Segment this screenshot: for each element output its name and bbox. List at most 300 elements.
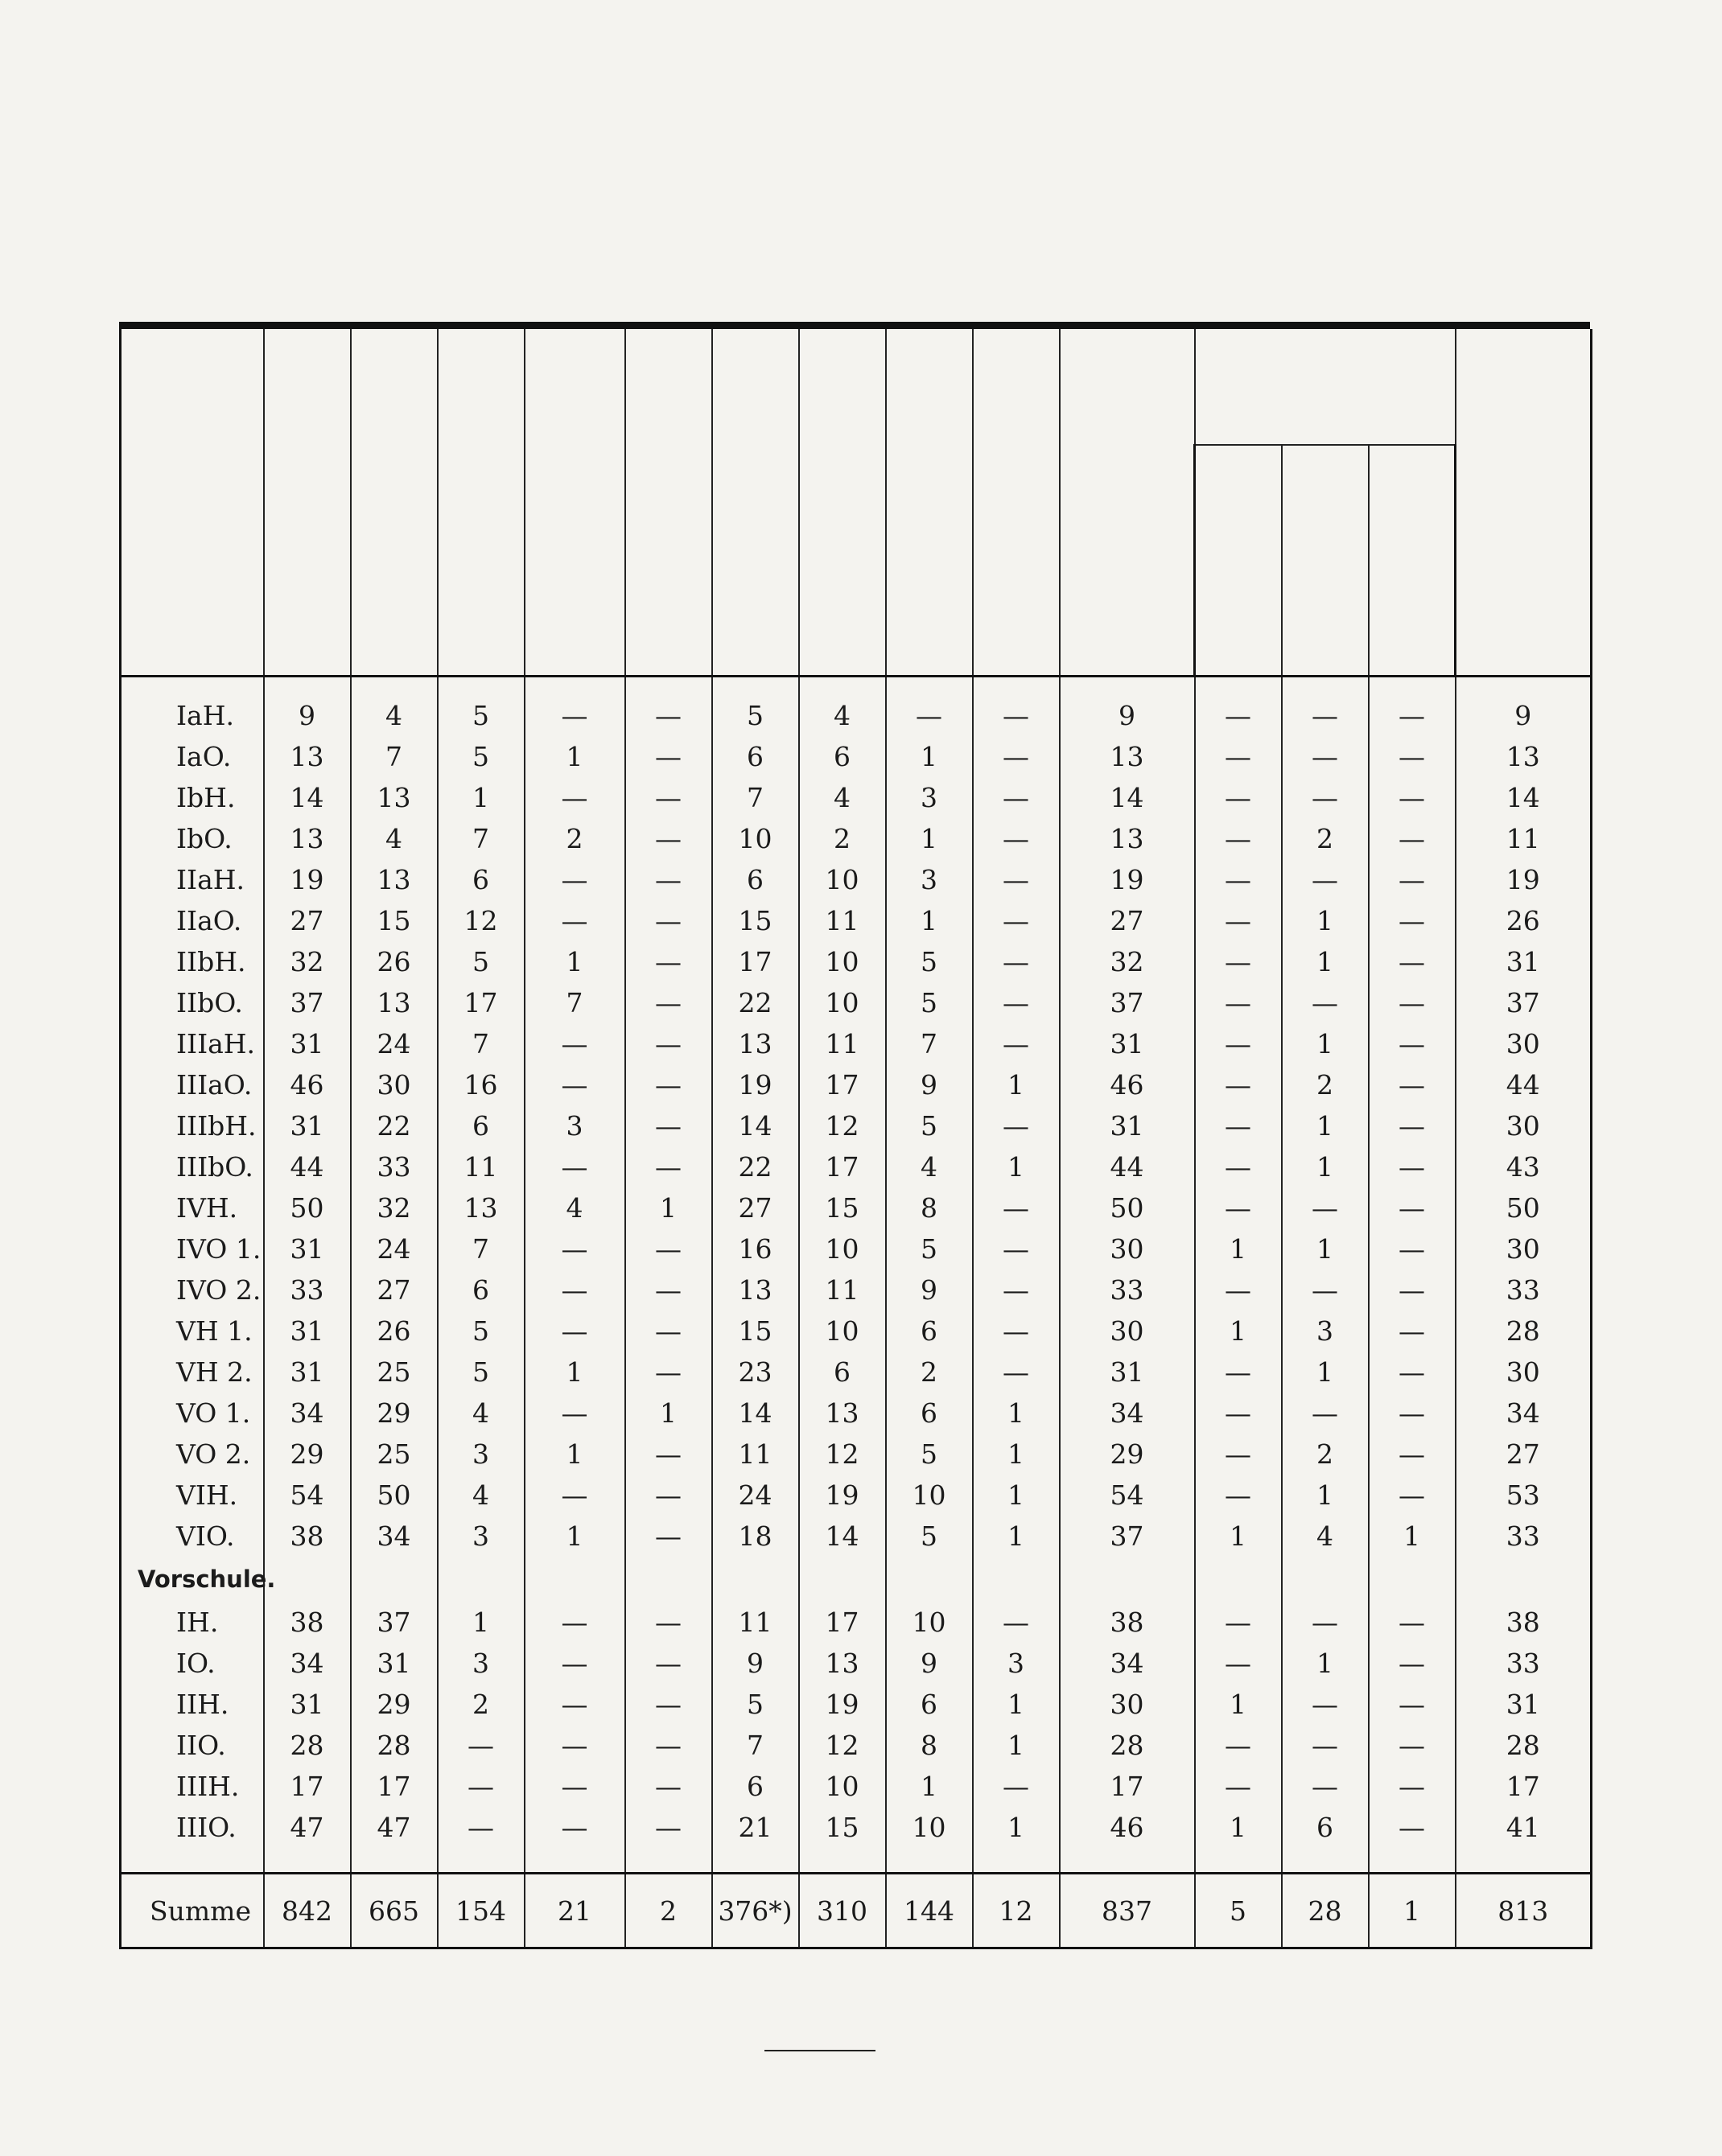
table-cell: — [973,1023,1060,1064]
row-label: IIbH. [121,941,264,982]
empty-cell [712,1848,799,1874]
table-row [121,1684,1592,1725]
table-cell: 13 [1456,736,1592,777]
table-cell: — [1369,1269,1456,1310]
table-cell: 17 [799,1602,886,1643]
table-cell: 4 [438,1393,525,1434]
table-cell: — [1195,1475,1282,1516]
empty-cell [1060,677,1195,696]
table-row [121,1643,1592,1684]
table-cell: 4 [886,1146,973,1187]
spacer-row [121,677,1592,696]
empty-cell [1369,1557,1456,1602]
table-cell: 1 [525,941,625,982]
row-label: VO 1. [121,1393,264,1434]
row-label: IIaO. [121,900,264,941]
header-hessisch [438,329,525,677]
table-cell: — [1282,1684,1369,1725]
table-cell: — [1195,1434,1282,1475]
table-cell: — [1282,777,1369,818]
row-label: Summe [121,1874,264,1948]
table-cell: 376*) [712,1874,799,1948]
table-cell: 38 [1060,1602,1195,1643]
table-cell: 31 [264,1228,351,1269]
table-cell: 5 [886,1228,973,1269]
table-row [121,1187,1592,1228]
table-cell: — [1195,982,1282,1023]
table-cell: 1 [886,736,973,777]
table-cell: 31 [1456,941,1592,982]
table-cell: — [525,1725,625,1766]
table-cell: 7 [351,736,438,777]
table-cell: — [438,1725,525,1766]
table-cell: 29 [351,1393,438,1434]
row-label: IIO. [121,1725,264,1766]
table-cell: 38 [264,1602,351,1643]
table-cell: 15 [712,900,799,941]
table-cell: — [1369,982,1456,1023]
table-cell: 37 [351,1602,438,1643]
table-cell: — [525,1475,625,1516]
table-cell: — [1195,1602,1282,1643]
table-cell: 144 [886,1874,973,1948]
empty-cell [712,1557,799,1602]
table-cell: 26 [351,941,438,982]
table-cell: 3 [886,777,973,818]
table-cell: — [1369,1146,1456,1187]
table-cell: 2 [438,1684,525,1725]
row-label: VIH. [121,1475,264,1516]
table-cell: 12 [438,900,525,941]
table-cell: — [973,1766,1060,1807]
table-cell: 13 [799,1643,886,1684]
empty-cell [264,1557,351,1602]
table-row [121,900,1592,941]
table-cell: 6 [799,1352,886,1393]
table-cell: 6 [438,1105,525,1146]
table-cell: — [525,1807,625,1848]
header-waehrend-sommerhalbjahr [1195,329,1456,445]
table-row [121,1023,1592,1064]
table-cell: — [1195,1064,1282,1105]
table-cell: 6 [886,1310,973,1352]
empty-cell [973,1557,1060,1602]
table-cell: 1 [1282,1228,1369,1269]
row-label: IaH. [121,695,264,736]
table-cell: 29 [1060,1434,1195,1475]
table-cell: 1 [1369,1516,1456,1557]
table-cell: 3 [886,859,973,900]
table-cell: 27 [712,1187,799,1228]
table-cell: — [1369,1187,1456,1228]
table-cell: — [625,1310,712,1352]
table-cell: 29 [264,1434,351,1475]
empty-cell [886,1557,973,1602]
row-label: IVO 1. [121,1228,264,1269]
table-cell: 4 [351,695,438,736]
table-cell: 17 [799,1146,886,1187]
table-cell: 7 [438,818,525,859]
row-label: IIbO. [121,982,264,1023]
empty-cell [264,677,351,696]
row-label: IIIbO. [121,1146,264,1187]
table-cell: 5 [886,982,973,1023]
empty-cell [351,677,438,696]
table-cell: 31 [351,1643,438,1684]
table-cell: 15 [799,1187,886,1228]
table-cell: 21 [525,1874,625,1948]
table-cell: — [973,859,1060,900]
table-row [121,1602,1592,1643]
empty-cell [799,1557,886,1602]
empty-cell [525,1557,625,1602]
empty-cell [1282,677,1369,696]
table-cell: — [1195,941,1282,982]
table-cell: — [1195,1187,1282,1228]
table-cell: 12 [973,1874,1060,1948]
row-label: IH. [121,1602,264,1643]
section-label: Vorschule. [121,1557,264,1602]
table-cell: — [1369,818,1456,859]
table-cell: 13 [351,982,438,1023]
table-row [121,1064,1592,1105]
header-gestorben [1369,445,1456,677]
table-cell: 1 [973,1434,1060,1475]
table-cell: — [625,1725,712,1766]
table-cell: — [438,1766,525,1807]
table-cell: 5 [712,1684,799,1725]
table-cell: 11 [712,1434,799,1475]
header-klasse [121,329,264,677]
table-cell: 24 [351,1228,438,1269]
table-cell: 6 [1282,1807,1369,1848]
table-cell: 7 [712,777,799,818]
table-cell: — [625,859,712,900]
table-row [121,1475,1592,1516]
table-row [121,1352,1592,1393]
table-cell: 19 [264,859,351,900]
table-cell: — [525,1766,625,1807]
table-cell: 47 [264,1807,351,1848]
table-cell: 1 [973,1725,1060,1766]
empty-cell [1456,677,1592,696]
table-cell: 17 [264,1766,351,1807]
table-cell: — [1282,736,1369,777]
table-cell: 24 [712,1475,799,1516]
table-cell: 37 [264,982,351,1023]
header-katholisch [712,329,799,677]
table-cell: 17 [1060,1766,1195,1807]
empty-cell [525,677,625,696]
table-cell: 7 [438,1023,525,1064]
table-cell: 1 [973,1393,1060,1434]
table-cell: 1 [625,1187,712,1228]
table-cell: 5 [438,1310,525,1352]
table-cell: 12 [799,1434,886,1475]
table-cell: 32 [351,1187,438,1228]
table-cell: — [1195,1352,1282,1393]
table-cell: 16 [438,1064,525,1105]
table-body [121,677,1592,1948]
table-cell: — [625,1602,712,1643]
table-cell: — [525,1310,625,1352]
table-cell: 12 [799,1725,886,1766]
table-cell: 1 [1195,1807,1282,1848]
table-cell: 10 [886,1807,973,1848]
empty-cell [625,677,712,696]
table-cell: 1 [973,1516,1060,1557]
table-cell: — [1369,1602,1456,1643]
table-cell: 33 [1456,1269,1592,1310]
row-label: IaO. [121,736,264,777]
table-cell: 28 [264,1725,351,1766]
table-cell: 15 [712,1310,799,1352]
table-cell: — [625,1352,712,1393]
table-cell: — [525,1602,625,1643]
table-cell: 31 [1060,1023,1195,1064]
table-cell: 17 [799,1064,886,1105]
table-cell: — [625,1807,712,1848]
empty-cell [1282,1557,1369,1602]
table-cell: 6 [712,1766,799,1807]
table-cell: 13 [1060,736,1195,777]
header-deutsch [525,329,625,677]
table-cell: 10 [799,1228,886,1269]
table-cell: 5 [438,941,525,982]
table-cell: 31 [1060,1352,1195,1393]
table-cell: 33 [1456,1516,1592,1557]
table-cell: 4 [799,777,886,818]
empty-cell [1369,1848,1456,1874]
table-cell: 37 [1456,982,1592,1023]
table-cell: 4 [438,1475,525,1516]
row-label: IIIaO. [121,1064,264,1105]
table-cell: 2 [886,1352,973,1393]
table-cell: 13 [264,736,351,777]
table-row [121,818,1592,859]
row-label: IVO 2. [121,1269,264,1310]
table-cell: — [525,900,625,941]
table-cell: 50 [264,1187,351,1228]
table-cell: 5 [1195,1874,1282,1948]
table-cell: 29 [351,1684,438,1725]
table-row [121,1269,1592,1310]
table-cell: — [625,1766,712,1807]
row-label: IbO. [121,818,264,859]
table-cell: 3 [973,1643,1060,1684]
table-cell: 25 [351,1434,438,1475]
empty-cell [886,677,973,696]
table-cell: 5 [886,1105,973,1146]
table-cell: 30 [1456,1352,1592,1393]
empty-cell [1195,677,1282,696]
table-cell: 47 [351,1807,438,1848]
table-cell: 22 [712,1146,799,1187]
empty-cell [886,1848,973,1874]
header-bestand-anfang [1060,329,1195,677]
table-cell: 38 [264,1516,351,1557]
table-cell: 1 [525,1516,625,1557]
table-cell: 31 [1060,1105,1195,1146]
table-cell: 7 [525,982,625,1023]
table-row [121,1393,1592,1434]
table-cell: — [1369,1725,1456,1766]
table-cell: — [1369,1643,1456,1684]
table-cell: — [1195,900,1282,941]
header-freireligioes [973,329,1060,677]
table-cell: 34 [264,1643,351,1684]
table-cell: — [1282,695,1369,736]
table-row [121,859,1592,900]
table-cell: 6 [886,1684,973,1725]
table-cell: — [973,900,1060,941]
table-cell: 13 [1060,818,1195,859]
table-cell: 10 [799,1766,886,1807]
table-cell: — [1369,859,1456,900]
table-cell: — [973,818,1060,859]
table-cell: 4 [525,1187,625,1228]
table-cell: — [1282,1393,1369,1434]
row-label: IbH. [121,777,264,818]
table-cell: 43 [1456,1146,1592,1187]
table-cell: — [1195,1269,1282,1310]
table-cell: — [1195,859,1282,900]
table-cell: 1 [973,1064,1060,1105]
table-cell: 13 [351,859,438,900]
header-nichtdeutsch [625,329,712,677]
table-cell: 1 [438,1602,525,1643]
table-cell: 15 [799,1807,886,1848]
table-cell: — [525,1684,625,1725]
table-cell: 7 [886,1023,973,1064]
table-cell: 1 [886,818,973,859]
table-cell: 38 [1456,1602,1592,1643]
row-label: IIIO. [121,1807,264,1848]
table-cell: 46 [1060,1064,1195,1105]
table-cell: 31 [264,1352,351,1393]
empty-cell [973,1848,1060,1874]
table-cell: 1 [1282,1146,1369,1187]
table-cell: — [525,695,625,736]
table-cell: 41 [1456,1807,1592,1848]
table-cell: 19 [799,1684,886,1725]
header-ausgetreten [1282,445,1369,677]
table-row [121,1105,1592,1146]
header-israelitisch [886,329,973,677]
table-cell: 46 [264,1064,351,1105]
table-cell: 1 [973,1146,1060,1187]
table-row [121,736,1592,777]
table-cell: 30 [1456,1023,1592,1064]
table-cell: 31 [264,1023,351,1064]
table-cell: 28 [1456,1310,1592,1352]
table-cell: — [973,941,1060,982]
table-cell: — [973,1269,1060,1310]
table-cell: 27 [351,1269,438,1310]
table-cell: — [625,1516,712,1557]
table-cell: 8 [886,1725,973,1766]
section-row [121,1557,1592,1602]
table-cell: — [1282,982,1369,1023]
table-cell: 22 [351,1105,438,1146]
table-cell: — [1369,941,1456,982]
table-cell: 50 [1060,1187,1195,1228]
empty-cell [351,1557,438,1602]
table-cell: 2 [625,1874,712,1948]
table-cell: — [525,1393,625,1434]
table-cell: — [625,982,712,1023]
table-cell: 16 [712,1228,799,1269]
table-cell: 9 [886,1643,973,1684]
table-cell: 1 [525,736,625,777]
table-cell: — [1282,1269,1369,1310]
row-label: IO. [121,1643,264,1684]
table-cell: 34 [1456,1393,1592,1434]
top-rule [119,322,1590,329]
table-cell: 10 [886,1602,973,1643]
table-cell: 28 [1282,1874,1369,1948]
table-cell: 23 [712,1352,799,1393]
table-cell: — [625,1269,712,1310]
table-cell: 1 [1282,941,1369,982]
row-label: IIIbH. [121,1105,264,1146]
table-cell: 11 [799,1269,886,1310]
table-cell: 19 [712,1064,799,1105]
table-cell: 14 [1456,777,1592,818]
table-cell: 5 [886,1516,973,1557]
table-cell: — [625,1064,712,1105]
table-cell: 1 [886,900,973,941]
table-cell: — [1282,1725,1369,1766]
table-cell: 26 [351,1310,438,1352]
table-cell: 8 [886,1187,973,1228]
table-cell: — [1282,1602,1369,1643]
table-cell: 11 [799,1023,886,1064]
table-cell: — [625,818,712,859]
table-cell: — [1369,1105,1456,1146]
table-cell: — [1369,1228,1456,1269]
table-cell: 1 [973,1807,1060,1848]
table-cell: 13 [264,818,351,859]
table-cell: — [625,900,712,941]
table-cell: 27 [1456,1434,1592,1475]
table-cell: 10 [886,1475,973,1516]
empty-cell [438,1848,525,1874]
table-cell: 17 [712,941,799,982]
row-label: IIIaH. [121,1023,264,1064]
table-cell: — [1282,1187,1369,1228]
row-label: VIO. [121,1516,264,1557]
table-cell: 1 [1282,1475,1369,1516]
table-cell: — [1195,818,1282,859]
table-cell: 2 [1282,818,1369,859]
table-row [121,1874,1592,1948]
row-label: IVH. [121,1187,264,1228]
table-cell: 5 [438,736,525,777]
table-cell: 30 [1060,1228,1195,1269]
table-cell: 1 [1282,1023,1369,1064]
table-cell: 44 [264,1146,351,1187]
table-cell: 17 [438,982,525,1023]
table-cell: 13 [712,1023,799,1064]
table-cell: 32 [264,941,351,982]
table-row [121,1310,1592,1352]
table-cell: — [886,695,973,736]
table-cell: — [1195,1393,1282,1434]
empty-cell [1456,1557,1592,1602]
row-label: VH 2. [121,1352,264,1393]
table-cell: 33 [1060,1269,1195,1310]
